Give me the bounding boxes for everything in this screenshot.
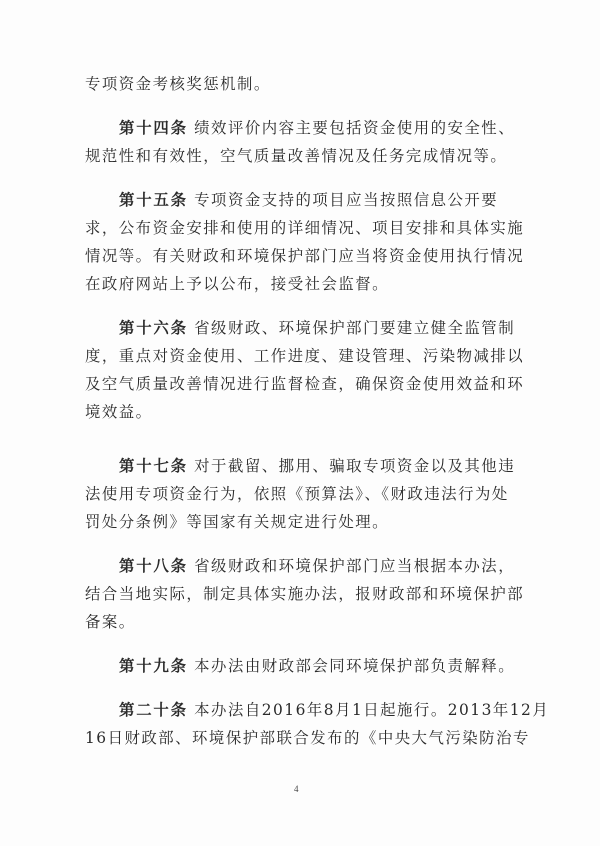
line-text: 结合当地实际，制定具体实施办法，报财政部和环境保护部 (85, 585, 525, 603)
article-heading: 第十六条 (119, 319, 188, 337)
article-heading: 第十五条 (119, 191, 188, 209)
text-line (85, 74, 271, 94)
line-text: 境效益。 (85, 403, 153, 421)
article-15-line (119, 190, 498, 210)
text-line (85, 246, 524, 266)
line-text: 省级财政、环境保护部门要建立健全监管制 (187, 319, 516, 337)
article-heading: 第十四条 (119, 119, 188, 137)
line-text: 法使用专项资金行为，依照《预算法》、《财政违法行为处 (85, 485, 509, 503)
line-text: 专项资金支持的项目应当按照信息公开要 (187, 191, 499, 209)
article-19-line (119, 656, 515, 676)
text-line (85, 146, 507, 166)
text-line (85, 218, 524, 238)
line-text: 绩效评价内容主要包括资金使用的安全性、 (187, 119, 516, 137)
line-text: 备案。 (85, 613, 136, 631)
article-heading: 第十九条 (119, 657, 188, 675)
article-18-line (119, 556, 515, 576)
line-text: 罚处分条例》等国家有关规定进行处理。 (85, 513, 390, 531)
article-16-line (119, 318, 515, 338)
line-text: 求，公布资金安排和使用的详细情况、项目安排和具体实施 (85, 219, 525, 237)
line-text: 及空气质量改善情况进行监督检查，确保资金使用效益和环 (85, 375, 525, 393)
article-20-line (119, 700, 549, 720)
line-text: 规范性和有效性，空气质量改善情况及任务完成情况等。 (85, 147, 508, 165)
text-line (85, 374, 524, 394)
line-text: 16日财政部、环境保护部联合发布的《中央大气污染防治专 (85, 729, 530, 747)
article-17-line (119, 456, 515, 476)
line-text: 度，重点对资金使用、工作进度、建设管理、污染物减排以 (85, 347, 525, 365)
text-line (85, 274, 389, 294)
line-text: 专项资金考核奖惩机制。 (85, 75, 271, 93)
line-text: 本办法自2016年8月1日起施行。2013年12月 (187, 701, 550, 719)
text-line (85, 484, 509, 504)
line-text: 本办法由财政部会同环境保护部负责解释。 (187, 657, 516, 675)
text-line (85, 612, 136, 632)
line-text: 对于截留、挪用、骗取专项资金以及其他违 (187, 457, 516, 475)
article-heading: 第十八条 (119, 557, 188, 575)
line-text: 省级财政和环境保护部门应当根据本办法， (187, 557, 516, 575)
article-heading: 第十七条 (119, 457, 188, 475)
text-line (85, 728, 530, 748)
article-heading: 第二十条 (119, 701, 188, 719)
line-text: 在政府网站上予以公布，接受社会监督。 (85, 275, 390, 293)
text-line (85, 346, 524, 366)
article-14-line (119, 118, 515, 138)
text-line (85, 584, 524, 604)
text-line (85, 512, 389, 532)
text-line (85, 402, 153, 422)
page-number: 4 (294, 784, 299, 794)
line-text: 情况等。有关财政和环境保护部门应当将资金使用执行情况 (85, 247, 525, 265)
